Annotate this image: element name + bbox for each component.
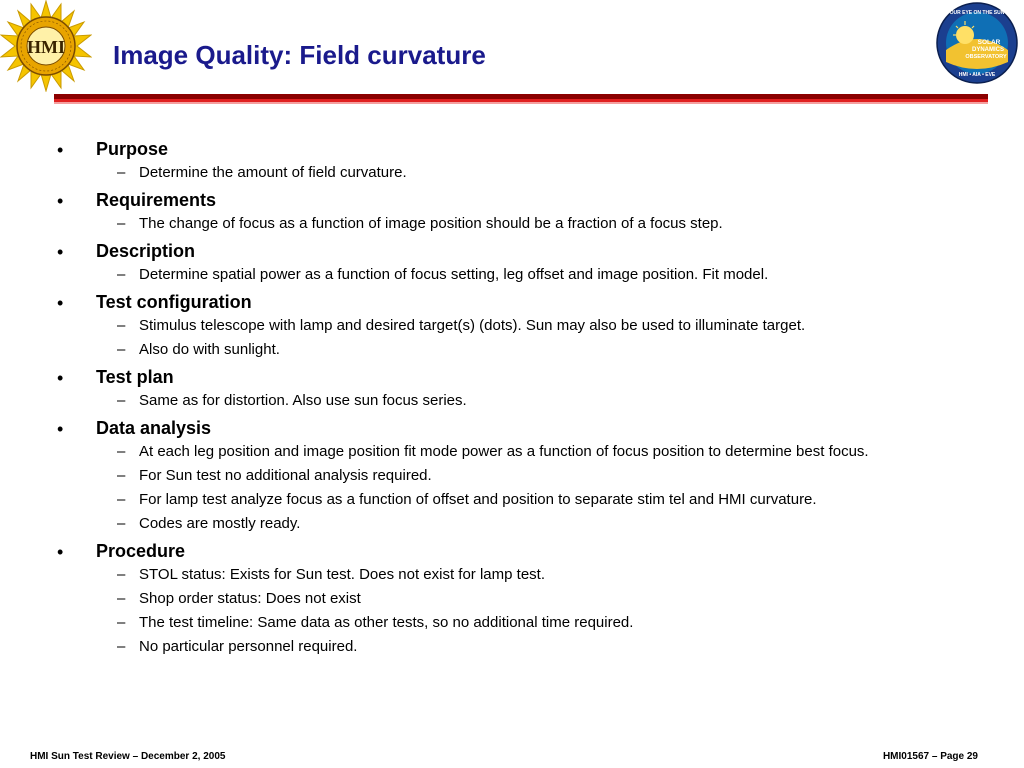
hmi-logo-label: HMI xyxy=(27,37,65,57)
bullet-marker: • xyxy=(57,293,64,313)
sub-bullet-text: For Sun test no additional analysis required. xyxy=(139,467,432,484)
section-heading: Test configuration xyxy=(96,292,252,312)
sdo-logo xyxy=(936,2,1018,84)
sub-bullet-text: The change of focus as a function of image position should be a fraction of a focus step. xyxy=(139,215,723,232)
bullet-section xyxy=(57,137,1007,185)
title-rule xyxy=(54,94,988,104)
sub-bullet-text: Determine spatial power as a function of focus setting, leg offset and image position. Fit model. xyxy=(139,266,769,283)
dash-marker: – xyxy=(117,614,126,631)
sdo-center-line-3: OBSERVATORY xyxy=(965,54,1007,60)
sub-bullet-list xyxy=(57,389,1007,413)
sub-bullet-text: Same as for distortion. Also use sun focus series. xyxy=(139,392,467,409)
sdo-center-line-1: SOLAR xyxy=(977,39,1001,46)
sdo-ring-text: OUR EYE ON THE SUN xyxy=(949,10,1005,16)
sub-bullet-list xyxy=(57,314,1007,362)
sub-bullet-text: Also do with sunlight. xyxy=(139,341,280,358)
sub-bullet-text: Determine the amount of field curvature. xyxy=(139,164,407,181)
sub-bullet-item xyxy=(57,338,1007,362)
bullet-section xyxy=(57,416,1007,536)
dash-marker: – xyxy=(117,491,126,508)
sub-bullet-list xyxy=(57,161,1007,185)
sub-bullet-item xyxy=(57,263,1007,287)
dash-marker: – xyxy=(117,392,126,409)
sub-bullet-item xyxy=(57,440,1007,464)
sub-bullet-item xyxy=(57,611,1007,635)
sub-bullet-item xyxy=(57,488,1007,512)
sub-bullet-list xyxy=(57,440,1007,536)
dash-marker: – xyxy=(117,341,126,358)
dash-marker: – xyxy=(117,443,126,460)
bullet-section xyxy=(57,188,1007,236)
section-heading: Requirements xyxy=(96,190,217,210)
bullet-marker: • xyxy=(57,368,64,388)
sub-bullet-item xyxy=(57,314,1007,338)
dash-marker: – xyxy=(117,566,126,583)
bullet-section xyxy=(57,290,1007,362)
hmi-logo xyxy=(0,0,92,92)
sub-bullet-item xyxy=(57,563,1007,587)
dash-marker: – xyxy=(117,164,126,181)
sub-bullet-text: STOL status: Exists for Sun test. Does not exist for lamp test. xyxy=(139,566,545,583)
slide-content xyxy=(57,137,1007,662)
bullet-marker: • xyxy=(57,140,64,160)
bullet-section xyxy=(57,539,1007,659)
dash-marker: – xyxy=(117,317,126,334)
slide-title: Image Quality: Field curvature xyxy=(113,40,486,70)
dash-marker: – xyxy=(117,215,126,232)
sub-bullet-item xyxy=(57,635,1007,659)
bullet-marker: • xyxy=(57,542,64,562)
section-heading: Procedure xyxy=(96,541,186,561)
sub-bullet-text: Shop order status: Does not exist xyxy=(139,590,361,607)
bullet-section xyxy=(57,365,1007,413)
bullet-marker: • xyxy=(57,242,64,262)
sub-bullet-item xyxy=(57,389,1007,413)
sub-bullet-list xyxy=(57,563,1007,659)
sdo-bottom-text: HMI • AIA • EVE xyxy=(958,72,996,78)
sub-bullet-text: Codes are mostly ready. xyxy=(139,515,301,532)
sub-bullet-list xyxy=(57,263,1007,287)
dash-marker: – xyxy=(117,638,126,655)
sub-bullet-text: For lamp test analyze focus as a function of offset and position to separate stim tel and HMI curvature. xyxy=(139,491,817,508)
sub-bullet-item xyxy=(57,161,1007,185)
bullet-marker: • xyxy=(57,419,64,439)
sub-bullet-text: No particular personnel required. xyxy=(139,638,358,655)
sub-bullet-item xyxy=(57,464,1007,488)
sdo-center-line-2: DYNAMICS xyxy=(971,47,1005,53)
sub-bullet-item xyxy=(57,587,1007,611)
section-heading: Description xyxy=(96,241,196,261)
dash-marker: – xyxy=(117,515,126,532)
sub-bullet-item xyxy=(57,512,1007,536)
sub-bullet-list xyxy=(57,212,1007,236)
dash-marker: – xyxy=(117,590,126,607)
footer-right: HMI01567 – Page 29 xyxy=(882,751,978,762)
dash-marker: – xyxy=(117,467,126,484)
section-heading: Purpose xyxy=(96,139,169,159)
bullet-marker: • xyxy=(57,191,64,211)
dash-marker: – xyxy=(117,266,126,283)
sub-bullet-item xyxy=(57,212,1007,236)
sub-bullet-text: The test timeline: Same data as other tests, so no additional time required. xyxy=(139,614,634,631)
sub-bullet-text: At each leg position and image position fit mode power as a function of focus position to determine best focus. xyxy=(139,443,869,460)
sub-bullet-text: Stimulus telescope with lamp and desired target(s) (dots). Sun may also be used to illuminate target. xyxy=(139,317,806,334)
section-heading: Test plan xyxy=(96,367,174,387)
section-heading: Data analysis xyxy=(96,418,212,438)
footer-left: HMI Sun Test Review – December 2, 2005 xyxy=(30,751,226,762)
bullet-section xyxy=(57,239,1007,287)
